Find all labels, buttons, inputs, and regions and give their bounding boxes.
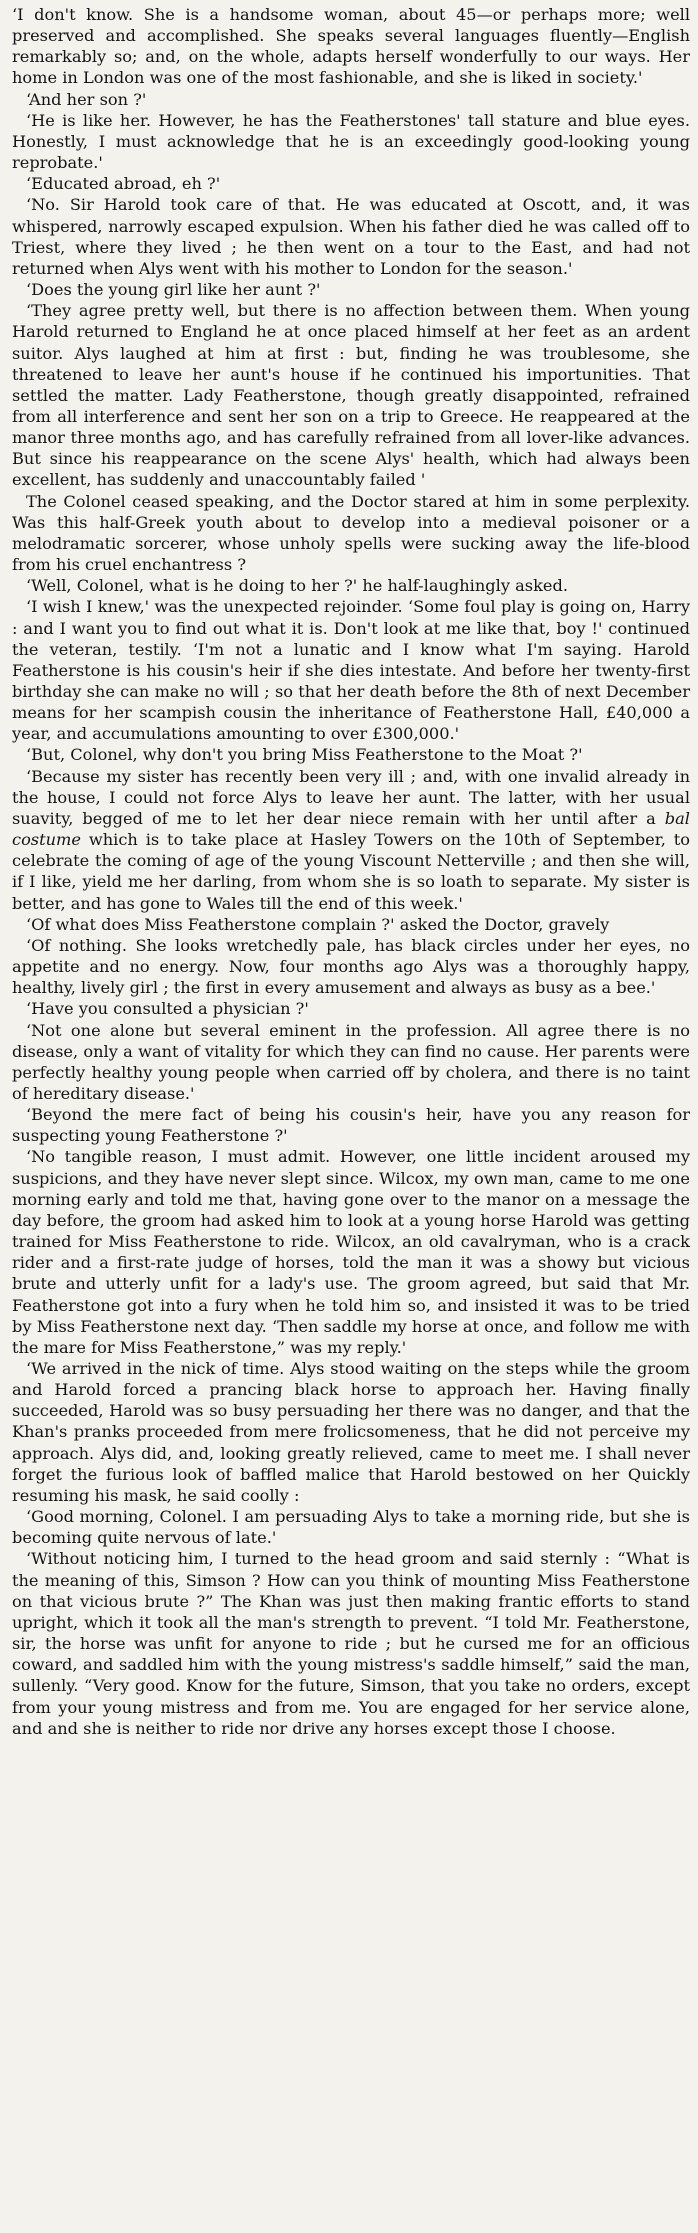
paragraph: ‘Beyond the mere fact of being his cousin's heir, have you any reason for suspecting young Featherstone ?' (12, 1105, 690, 1146)
paragraph: ‘We arrived in the nick of time. Alys stood waiting on the steps while the groom and Harold forced a prancing black horse to approach her. Having finally succeeded, Harold was so busy persuading her there was no danger, and that the Khan's pranks proceeded from mere frolicsomeness, that he did not perceive my approach. Alys did, and, looking greatly relieved, came to meet me. I shall never forget the furious look of baffled malice that Harold bestowed on her Quickly resuming his mask, he said coolly : (12, 1359, 690, 1505)
paragraph: The Colonel ceased speaking, and the Doctor stared at him in some perplexity. Was this half-Greek youth about to develop into a medieval poisoner or a melodramatic sorcerer, whose unholy spells were sucking away the life-blood from his cruel enchantress ? (12, 491, 690, 575)
paragraph: ‘Does the young girl like her aunt ?' (26, 280, 321, 300)
paragraph: ‘But, Colonel, why don't you bring Miss Featherstone to the Moat ?' (26, 745, 583, 765)
paragraph: ‘They agree pretty well, but there is no affection between them. When young Harold returned to England he at once placed himself at her feet as an ardent suitor. Alys laughed at him at first : but, finding he was troublesome, she threatened to leave her aunt's house if he continued his importunities. That settled the matter. Lady Featherstone, though greatly disappointed, refrained from all interference and sent her son on a trip to Greece. He reappeared at the manor three months ago, and has carefully refrained from all lover-like advances. But since his reappearance on the scene Alys' health, which had always been excellent, has suddenly and unaccountably failed ' (12, 301, 690, 490)
paragraph: ‘Of what does Miss Featherstone complain ?' asked the Doctor, gravely (26, 914, 610, 934)
paragraph: ‘Educated abroad, eh ?' (26, 174, 221, 194)
paragraph: ‘Not one alone but several eminent in the profession. All agree there is no disease, only a want of vitality for which they can find no cause. Her parents were perfectly healthy young people when carried off by cholera, and there is no taint of hereditary disease.' (12, 1020, 690, 1103)
paragraph: ‘Of nothing. She looks wretchedly pale, has black circles under her eyes, no appetite and no energy. Now, four months ago Alys was a thoroughly happy, healthy, lively girl ; the first in every amusement and always as busy as a bee.' (12, 935, 690, 998)
paragraph: ‘Well, Colonel, what is he doing to her ?' he half-laughingly asked. (26, 576, 568, 596)
paragraph: ‘I wish I knew,' was the unexpected rejoinder. ‘Some foul play is going on, Harry : and I want you to find out what it is. Don't look at me like that, boy !' continued the veteran, testily. ‘I'm not a lunatic and I know what I'm saying. Harold Featherstone is his cousin's heir if she dies intestate. And before her twenty-first birthday she can make no will ; so that her death before the 8th of next December means for her scampish cousin the inheritance of Featherstone Hall, £40,000 a year, and accumulations amounting to over £300,000.' (12, 597, 690, 744)
paragraph: ‘And her son ?' (26, 89, 147, 109)
paragraph: ‘Have you consulted a physician ?' (26, 999, 309, 1019)
paragraph: ‘He is like her. However, he has the Featherstones' tall stature and blue eyes. Honestly, I must acknowledge that he is an exceedingly good-looking young reprobate.' (12, 110, 690, 173)
paragraph: ‘Good morning, Colonel. I am persuading Alys to take a morning ride, but she is becoming quite nervous of late.' (12, 1507, 690, 1548)
paragraph: ‘I don't know. She is a handsome woman, about 45—or perhaps more; well preserved and accomplished. She speaks several languages fluently—English remarkably so; and, on the whole, adapts herself wonderfully to our ways. Her home in London was one of the most fashionable, and she is liked in society.' (12, 5, 690, 88)
paragraph: ‘Because my sister has recently been very ill ; and, with one invalid already in the house, I could not force Alys to leave her aunt. The latter, with her usual suavity, begged of me to let her dear niece remain with her until after a bal costume which is to take place at Hasley Towers on the 10th of September, to celebrate the coming of age of the young Viscount Netterville ; and then she will, if I like, yield me her darling, from whom she is so loath to separate. My sister is better, and has gone to Wales till the end of this week.' (12, 766, 690, 913)
paragraph: ‘Without noticing him, I turned to the head groom and said sternly : “What is the meaning of this, Simson ? How can you think of mounting Miss Featherstone on that vicious brute ?” The Khan was just then making frantic efforts to stand upright, which it took all the man's strength to prevent. “I told Mr. Featherstone, sir, the horse was unfit for anyone to ride ; but he cursed me for an officious coward, and saddled him with the young mistress's saddle himself,” said the man, sullenly. “Very good. Know for the future, Simson, that you take no orders, except from your young mistress and from me. You are engaged for her service alone, and and she is neither to ride nor drive any horses except those I choose. (12, 1549, 690, 1738)
paragraph: ‘No. Sir Harold took care of that. He was educated at Oscott, and, it was whispered, narrowly escaped expulsion. When his father died he was called off to Triest, where they lived ; he then went on a tour to the East, and had not returned when Alys went with his mother to London for the season.' (12, 195, 690, 278)
paragraph: ‘No tangible reason, I must admit. However, one little incident aroused my suspicions, and they have never slept since. Wilcox, my own man, came to me one morning early and told me that, having gone over to the manor on a message the day before, the groom had asked him to look at a young horse Harold was getting trained for Miss Featherstone to ride. Wilcox, an old cavalryman, who is a crack rider and a first-rate judge of horses, told the man it was a showy but vicious brute and utterly unfit for a lady's use. The groom agreed, but said that Mr. Featherstone got into a fury when he told him so, and insisted it was to be tried by Miss Featherstone next day. ‘Then saddle my horse at once, and follow me with the mare for Miss Featherstone,” was my reply.' (12, 1147, 690, 1357)
